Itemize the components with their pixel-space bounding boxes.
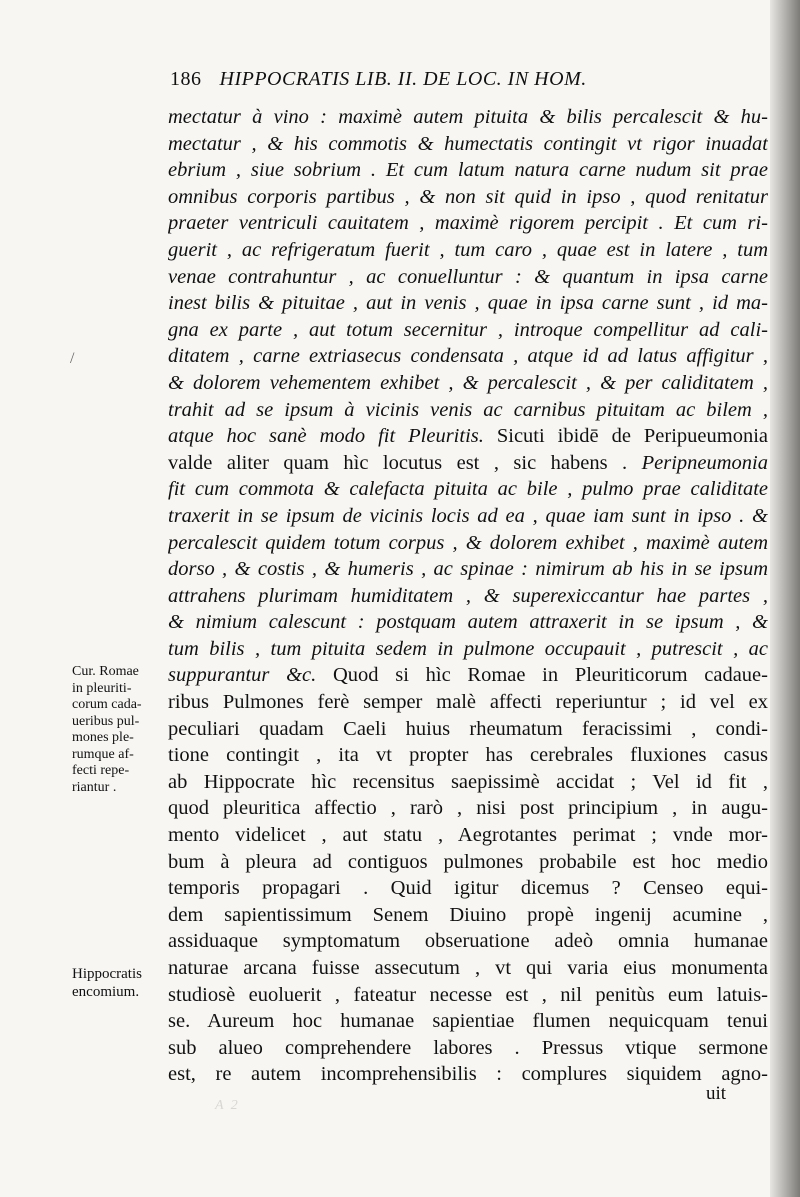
text-segment-roman: Sicuti ibidē de Peripueumonia — [496, 425, 768, 448]
text-line-mixed — [168, 423, 768, 450]
text-line: attrahens plurimam humiditatem , & superexiccantur hae partes , — [168, 584, 768, 607]
binding-shadow — [770, 0, 800, 1197]
text-line: venae contrahuntur , ac conuelluntur : & quantum in ipsa carne — [168, 265, 768, 288]
text-line: est, re autem incomprehensibilis : complures siquidem agno- — [168, 1063, 768, 1086]
text-segment-roman: valde aliter quam hìc locutus est , sic habens . — [168, 451, 628, 474]
text-line: inest bilis & pituitae , aut in venis , quae in ipsa carne sunt , id ma- — [168, 292, 768, 315]
page-number: 186 — [170, 68, 202, 90]
text-line-mixed — [168, 662, 768, 689]
text-line: naturae arcana fuisse assecutum , vt qui varia eius monumenta — [168, 957, 768, 979]
margin-mark: / — [70, 350, 75, 367]
text-line: tione contingit , ita vt propter has cerebrales fluxiones casus — [168, 744, 768, 767]
main-text — [168, 104, 768, 1088]
text-line: ebrium , siue sobrium . Et cum latum natura carne nudum sit prae — [168, 159, 768, 182]
text-line: se. Aureum hoc humanae sapientiae flumen nequicquam tenui — [168, 1010, 768, 1033]
text-line: bum à pleura ad contiguos pulmones probabile est hoc medio — [168, 850, 768, 873]
text-line: assiduaque symptomatum obseruatione adeò omnia humanae — [168, 930, 768, 953]
text-segment-italic: Peripneumonia — [641, 451, 768, 474]
text-line: trahit ad se ipsum à vicinis venis ac carnibus pituitam ac bilem , — [168, 398, 768, 421]
margin-note-hippocratis-encomium: Hippocratis encomium. — [72, 966, 142, 1000]
text-line: fit cum commota & calefacta pituita ac bile , pulmo prae caliditate — [168, 478, 768, 501]
text-line: & nimium calescunt : postquam autem attraxerit in se ipsum , & — [168, 611, 768, 634]
margin-note-roman-pleuritics: Cur. Romae in pleuriti- corum cada- ueribus pul- mones ple- rumque af- fecti repe- riantur . — [72, 664, 142, 795]
text-line: guerit , ac refrigeratum fuerit , tum caro , quae est in latere , tum — [168, 238, 768, 261]
text-line: & dolorem vehementem exhibet , & percalescit , & per caliditatem , — [168, 371, 768, 394]
text-line: temporis propagari . Quid igitur dicemus ? Censeo equi- — [168, 877, 768, 900]
text-segment-italic: atque hoc sanè modo fit Pleuritis. — [168, 425, 484, 448]
text-line: quod pleuritica affectio , rarò , nisi post principium , in augu- — [168, 797, 768, 820]
text-line: mectatur , & his commotis & humectatis contingit vt rigor inuadat — [168, 132, 768, 155]
text-line: peculiari quadam Caeli huius rheumatum feracissimi , condi- — [168, 717, 768, 740]
text-segment-italic: suppurantur &c. — [168, 664, 317, 687]
text-line: tum bilis , tum pituita sedem in pulmone occupauit , putrescit , ac — [168, 637, 768, 660]
text-line: ab Hippocrate hìc recensitus saepissimè accidat ; Vel id fit , — [168, 770, 768, 793]
text-line: ribus Pulmones ferè semper malè affecti reperiuntur ; id vel ex — [168, 691, 768, 714]
text-line-mixed — [168, 450, 768, 477]
text-line: dem sapientissimum Senem Diuino propè ingenij acumine , — [168, 903, 768, 926]
catchword: uit — [706, 1083, 727, 1104]
signature-mark-show-through: A 2 — [215, 1098, 240, 1113]
text-line: dorso , & costis , & humeris , ac spinae : nimirum ab his in se ipsum — [168, 558, 768, 581]
running-title: HIPPOCRATIS LIB. II. DE LOC. IN HOM. — [219, 68, 587, 90]
text-line: mectatur à vino : maximè autem pituita & bilis percalescit & hu- — [168, 106, 768, 128]
text-line: mento videlicet , aut statu , Aegrotantes perimat ; vnde mor- — [168, 824, 768, 847]
text-line: percalescit quidem totum corpus , & dolorem exhibet , maximè autem — [168, 531, 768, 554]
text-line: studiosè euoluerit , fateatur necesse est , nil penitùs eum latuis- — [168, 983, 768, 1006]
text-line: gna ex parte , aut totum secernitur , introque compellitur ad cali- — [168, 318, 768, 341]
text-line: praeter ventriculi cauitatem , maximè rigorem percipit . Et cum ri- — [168, 212, 768, 235]
text-line: sub alueo comprehendere labores . Pressus vtique sermone — [168, 1036, 768, 1059]
running-head — [170, 68, 690, 91]
text-line: omnibus corporis partibus , & non sit quid in ipso , quod renitatur — [168, 185, 768, 208]
text-line: traxerit in se ipsum de vicinis locis ad ea , quae iam sunt in ipso . & — [168, 504, 768, 527]
text-segment-roman: Quod si hìc Romae in Pleuriticorum cadaue- — [332, 664, 768, 687]
text-line: ditatem , carne extriasecus condensata , atque id ad latus affigitur , — [168, 345, 768, 368]
